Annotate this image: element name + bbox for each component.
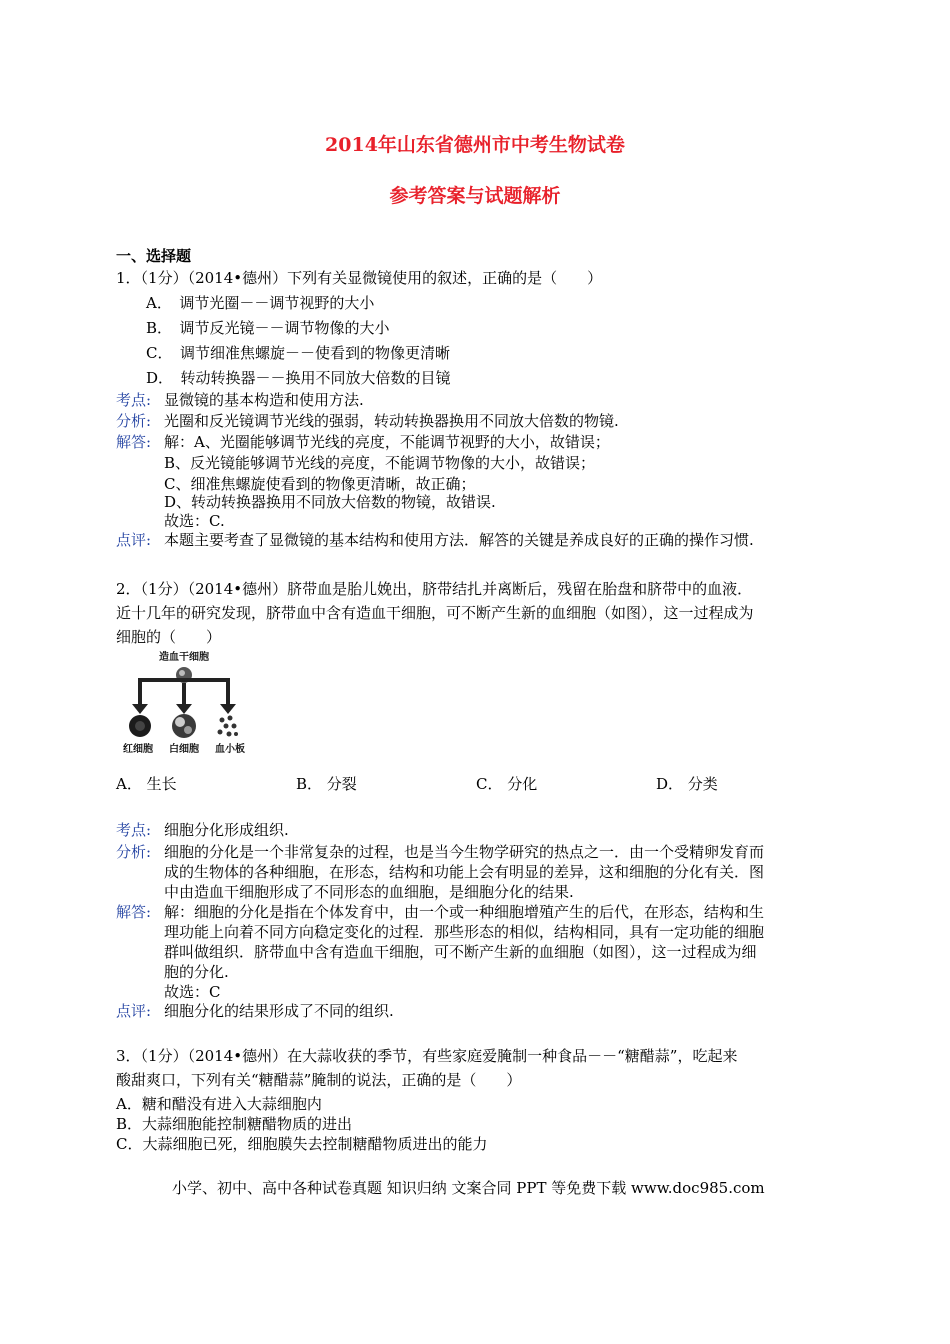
page-footer: 小学、初中、高中各种试卷真题 知识归纳 文案合同 PPT 等免费下载 www.doc985.com <box>172 1179 765 1197</box>
figure-top-label: 造血干细胞 <box>159 652 209 663</box>
question-2-fenxi-line: 中由造血干细胞形成了不同形态的血细胞，是细胞分化的结果. <box>164 883 574 901</box>
kaodian-label: 考点: <box>116 821 152 839</box>
section-heading: 一、选择题 <box>116 247 192 265</box>
question-2-jieda-line: 理功能上向着不同方向稳定变化的过程．那些形态的相似，结构相同，具有一定功能的细胞 <box>164 923 765 941</box>
question-2-fenxi-line: 成的生物体的各种细胞，在形态，结构和功能上会有明显的差异，这和细胞的分化有关．图 <box>164 863 765 881</box>
question-2-kaodian: 细胞分化形成组织. <box>164 821 289 839</box>
question-2-option-a: A． 生长 <box>116 775 177 793</box>
question-1-answer: 故选：C. <box>164 512 225 530</box>
dianping-label: 点评: <box>116 1002 152 1020</box>
question-1-jieda-line: B、反光镜能够调节光线的亮度，不能调节物像的大小，故错误； <box>164 454 596 472</box>
question-3-stem-line: 3．（1分）（2014•德州）在大蒜收获的季节，有些家庭爱腌制一种食品－－“糖醋蒜”，吃起来 <box>116 1047 738 1065</box>
question-2-stem-line: 近十几年的研究发现，脐带血中含有造血干细胞，可不断产生新的血细胞（如图），这一过程成为 <box>116 604 754 622</box>
question-2-option-c: C． 分化 <box>476 775 538 793</box>
question-2-option-d: D． 分类 <box>656 775 718 793</box>
question-1-dianping: 本题主要考查了显微镜的基本结构和使用方法．解答的关键是养成良好的正确的操作习惯. <box>164 531 754 549</box>
question-2-jieda-line: 胞的分化. <box>164 963 229 981</box>
question-1-jieda-line: D、转动转换器换用不同放大倍数的物镜，故错误. <box>164 493 496 511</box>
blood-cell-differentiation-figure <box>116 648 254 756</box>
kaodian-label: 考点: <box>116 391 152 409</box>
question-2-answer: 故选：C <box>164 983 221 1001</box>
jieda-label: 解答: <box>116 433 152 451</box>
question-1-jieda-line: 解：A、光圈能够调节光线的亮度，不能调节视野的大小，故错误； <box>164 433 610 451</box>
jieda-label: 解答: <box>116 903 152 921</box>
question-2-dianping: 细胞分化的结果形成了不同的组织. <box>164 1002 394 1020</box>
platelet-icon <box>218 716 239 737</box>
question-2-option-b: B． 分裂 <box>296 775 357 793</box>
question-1-stem: 1．（1分）（2014•德州）下列有关显微镜使用的叙述，正确的是（ ） <box>116 269 603 287</box>
question-1-option-a: A． 调节光圈－－调节视野的大小 <box>146 294 375 312</box>
question-3-option-c: C．大蒜细胞已死，细胞膜失去控制糖醋物质进出的能力 <box>116 1135 488 1153</box>
question-1-option-d: D． 转动转换器－－换用不同放大倍数的目镜 <box>146 369 451 387</box>
question-2-jieda-line: 解：细胞的分化是指在个体发育中，由一个或一种细胞增殖产生的后代，在形态，结构和生 <box>164 903 765 921</box>
question-1-option-b: B． 调节反光镜－－调节物像的大小 <box>146 319 390 337</box>
figure-bottom-label: 红细胞 <box>123 744 153 755</box>
question-3-stem-line: 酸甜爽口，下列有关“糖醋蒜”腌制的说法，正确的是（ ） <box>116 1071 522 1089</box>
question-3-option-b: B．大蒜细胞能控制糖醋物质的进出 <box>116 1115 353 1133</box>
page-subtitle: 参考答案与试题解析 <box>389 185 561 207</box>
question-1-kaodian: 显微镜的基本构造和使用方法. <box>164 391 364 409</box>
question-2-fenxi-line: 细胞的分化是一个非常复杂的过程，也是当今生物学研究的热点之一．由一个受精卵发育而 <box>164 843 765 861</box>
fenxi-label: 分析: <box>116 412 152 430</box>
figure-bottom-label: 血小板 <box>215 744 245 755</box>
white-blood-cell-icon <box>172 714 196 738</box>
question-1-fenxi: 光圈和反光镜调节光线的强弱，转动转换器换用不同放大倍数的物镜. <box>164 412 619 430</box>
dianping-label: 点评: <box>116 531 152 549</box>
question-1-option-c: C． 调节细准焦螺旋－－使看到的物像更清晰 <box>146 344 450 362</box>
question-2-jieda-line: 群叫做组织．脐带血中含有造血干细胞，可不断产生新的血细胞（如图），这一过程成为细 <box>164 943 757 961</box>
fenxi-label: 分析: <box>116 843 152 861</box>
question-2-stem-line: 2．（1分）（2014•德州）脐带血是胎儿娩出，脐带结扎并离断后，残留在胎盘和脐带中的血液． <box>116 580 753 598</box>
page-title: 2014年山东省德州市中考生物试卷 <box>325 134 625 156</box>
figure-bottom-label: 白细胞 <box>169 744 199 755</box>
question-1-jieda-line: C、细准焦螺旋使看到的物像更清晰，故正确； <box>164 475 476 493</box>
figure-diagram <box>116 648 254 756</box>
question-3-option-a: A．糖和醋没有进入大蒜细胞内 <box>116 1095 322 1113</box>
question-2-stem-line: 细胞的（ ） <box>116 628 222 646</box>
